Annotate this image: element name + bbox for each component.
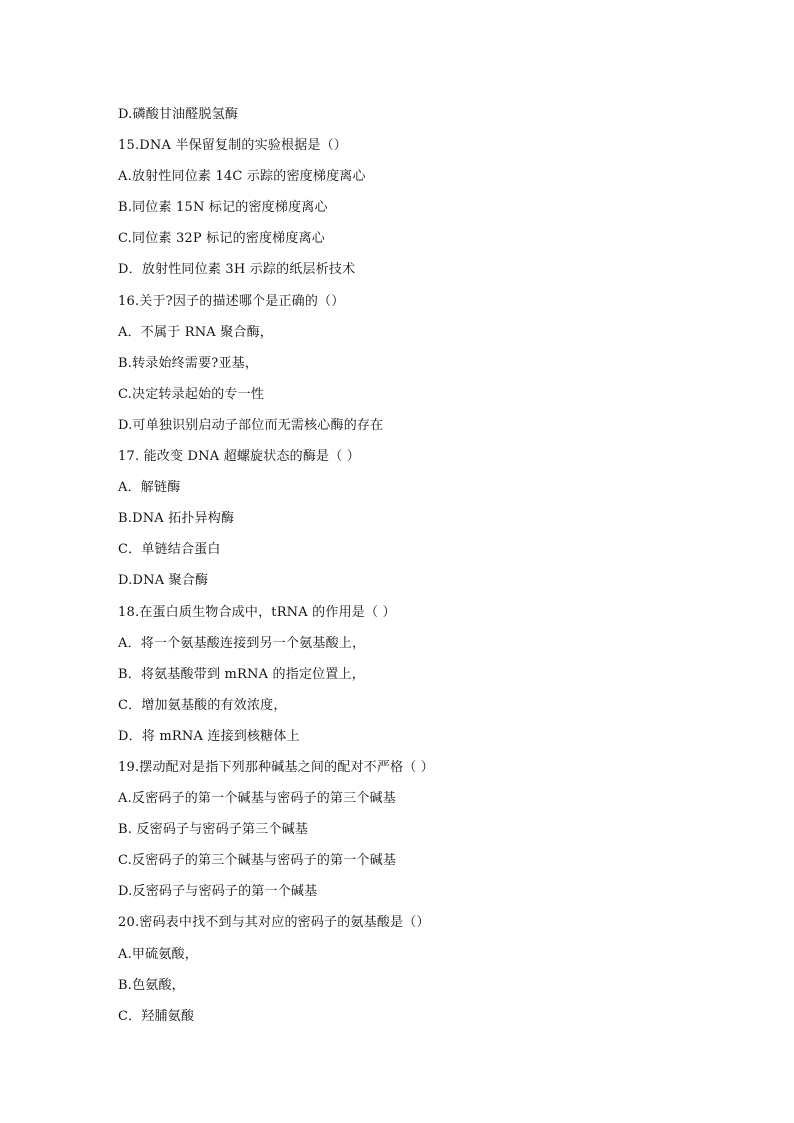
option-line: C．增加氨基酸的有效浓度， [118,697,287,713]
option-line: B. 反密码子与密码子第三个碱基 [118,822,309,838]
option-line: B.转录始终需要?亚基， [118,355,259,371]
option-line: B.同位素 15N 标记的密度梯度离心 [118,200,328,216]
text-line: D.磷酸甘油醛脱氢酶 [118,107,239,122]
option-line: C.同位素 32P 标记的密度梯度离心 [118,231,325,247]
option-line: C.决定转录起始的专一性 [118,386,265,402]
option-line: A.甲硫氨酸， [118,946,198,962]
option-line: C．单链结合蛋白 [118,542,221,558]
option-line: C．羟脯氨酸 [118,1008,195,1024]
option-line: A．将一个氨基酸连接到另一个氨基酸上， [118,635,366,651]
option-line: A．不属于 RNA 聚合酶， [118,324,274,340]
option-line: C.反密码子的第三个碱基与密码子的第一个碱基 [118,853,397,869]
option-line: B．将氨基酸带到 mRNA 的指定位置上， [118,666,365,682]
option-line: D．放射性同位素 3H 示踪的纸层析技术 [118,262,356,278]
option-line: A.放射性同位素 14C 示踪的密度梯度离心 [118,169,366,185]
option-line: B.色氨酸， [118,977,185,993]
option-line: B.DNA 拓扑异构酶 [118,511,235,527]
option-line: A.反密码子的第一个碱基与密码子的第三个碱基 [118,791,396,807]
option-line: A．解链酶 [118,480,181,496]
option-line: D．将 mRNA 连接到核糖体上 [118,728,300,744]
option-line: D.反密码子与密码子的第一个碱基 [118,884,318,900]
document-body [118,99,738,1032]
question-18: 18.在蛋白质生物合成中，tRNA 的作用是（ ） [118,604,396,620]
question-17: 17. 能改变 DNA 超螺旋状态的酶是（ ） [118,449,360,465]
question-15: 15.DNA 半保留复制的实验根据是（） [118,138,347,154]
question-16: 16.关于?因子的描述哪个是正确的（） [118,293,345,309]
question-20: 20.密码表中找不到与其对应的密码子的氨基酸是（） [118,915,430,931]
option-line: D.可单独识别启动子部位而无需核心酶的存在 [118,417,384,433]
option-line: D.DNA 聚合酶 [118,573,209,589]
question-19: 19.摆动配对是指下列那种碱基之间的配对不严格（ ） [118,759,435,775]
